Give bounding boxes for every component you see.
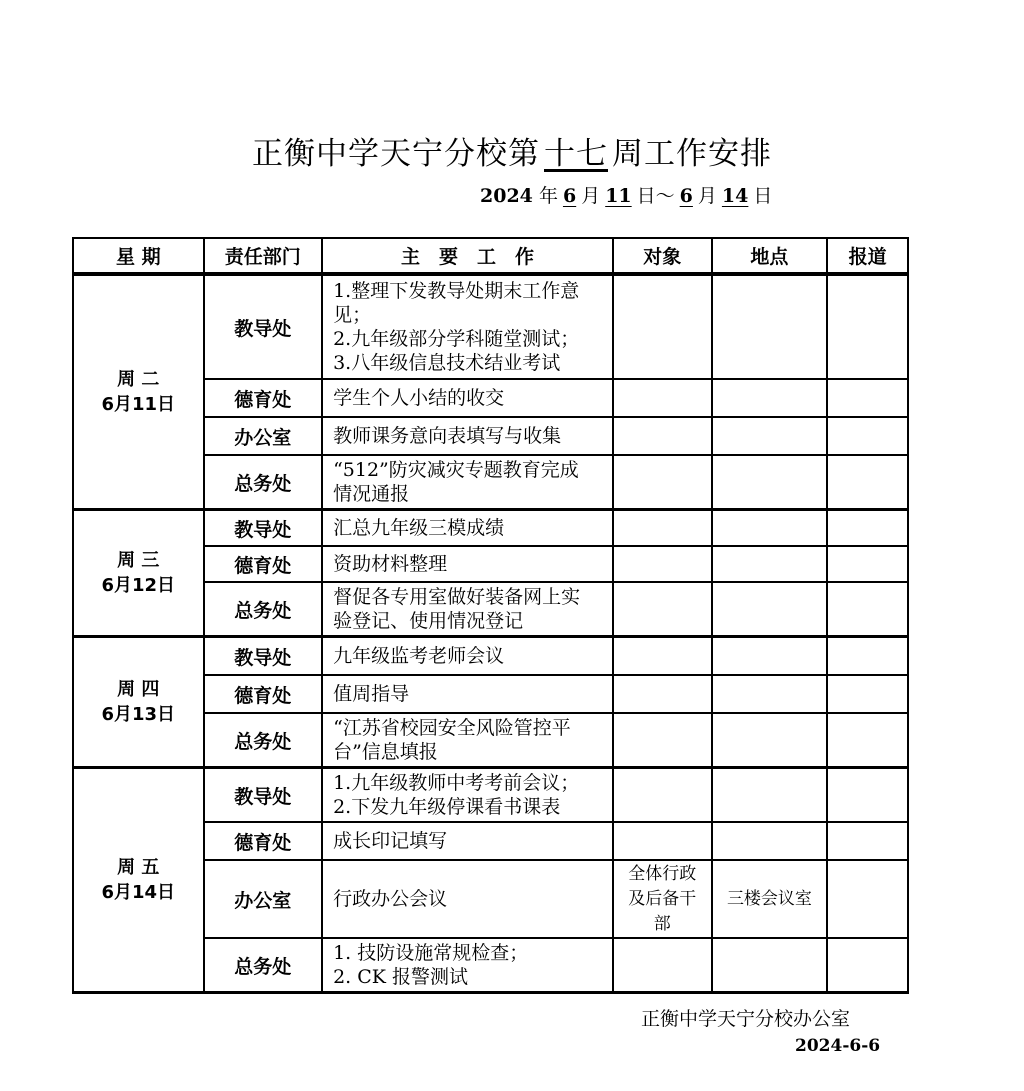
department-cell: 办公室 [205, 861, 324, 939]
task-line: 2.下发九年级停课看书课表 [333, 796, 561, 818]
task-cell [323, 769, 614, 823]
col-weekday: 星 期 [74, 239, 205, 276]
task-cell [323, 861, 614, 939]
task-line: 学生个人小结的收交 [333, 387, 505, 409]
day-unit: 日～ [636, 185, 675, 207]
task-line: “江苏省校园安全风险管控平 [333, 717, 571, 739]
report-cell [828, 939, 909, 994]
task-line: 行政办公会议 [333, 888, 448, 910]
weekday-date: 6月14日 [101, 882, 176, 903]
department-cell: 教导处 [205, 276, 324, 380]
place-cell [713, 583, 829, 638]
col-target: 对象 [614, 239, 713, 276]
target-cell [614, 714, 713, 769]
title-suffix: 周工作安排 [612, 136, 772, 172]
department-cell: 德育处 [205, 823, 324, 861]
task-line: 督促各专用室做好装备网上实 [333, 586, 581, 608]
task-line: 成长印记填写 [333, 830, 448, 852]
date-range [480, 181, 772, 208]
weekday-date: 6月11日 [101, 394, 176, 415]
week-number: 十七 [544, 136, 608, 172]
department-cell: 德育处 [205, 676, 324, 714]
task-line: 汇总九年级三模成绩 [333, 517, 505, 539]
weekday-cell [74, 638, 205, 769]
report-cell [828, 861, 909, 939]
schedule-table [72, 237, 909, 994]
weekday-cell [74, 511, 205, 638]
target-cell: 全体行政及后备干部 [614, 861, 713, 939]
table-row [74, 769, 909, 823]
task-cell [323, 583, 614, 638]
task-line: 九年级监考老师会议 [333, 645, 505, 667]
schedule-body [74, 276, 909, 994]
place-cell [713, 547, 829, 583]
target-cell [614, 456, 713, 511]
department-cell: 办公室 [205, 418, 324, 456]
place-cell [713, 638, 829, 676]
report-cell [828, 638, 909, 676]
place-cell [713, 276, 829, 380]
place-cell [713, 418, 829, 456]
title-prefix: 正衡中学天宁分校第 [252, 136, 540, 172]
department-cell: 教导处 [205, 769, 324, 823]
place-cell [713, 456, 829, 511]
task-line: “512”防灾减灾专题教育完成 [333, 459, 579, 481]
task-cell [323, 456, 614, 511]
task-cell [323, 380, 614, 418]
place-cell [713, 769, 829, 823]
report-cell [828, 769, 909, 823]
target-cell [614, 380, 713, 418]
task-line: 2.九年级部分学科随堂测试； [333, 328, 580, 350]
report-cell [828, 276, 909, 380]
task-cell [323, 823, 614, 861]
target-cell [614, 547, 713, 583]
report-cell [828, 714, 909, 769]
table-row [74, 276, 909, 380]
end-day-unit: 日 [753, 185, 773, 207]
place-cell: 三楼会议室 [713, 861, 829, 939]
year-unit: 年 [538, 185, 558, 207]
report-cell [828, 380, 909, 418]
end-month-unit: 月 [697, 185, 717, 207]
task-line: 教师课务意向表填写与收集 [333, 425, 562, 447]
report-cell [828, 676, 909, 714]
place-cell [713, 823, 829, 861]
task-line: 见； [333, 304, 372, 326]
place-cell [713, 676, 829, 714]
task-cell [323, 547, 614, 583]
task-cell [323, 676, 614, 714]
department-cell: 教导处 [205, 638, 324, 676]
target-cell [614, 511, 713, 547]
month-unit: 月 [581, 185, 601, 207]
col-department: 责任部门 [205, 239, 324, 276]
target-cell [614, 823, 713, 861]
col-report: 报道 [828, 239, 909, 276]
task-line: 资助材料整理 [333, 553, 448, 575]
col-place: 地点 [713, 239, 829, 276]
end-month: 6 [679, 185, 693, 207]
start-month: 6 [562, 185, 577, 207]
report-cell [828, 583, 909, 638]
target-cell [614, 638, 713, 676]
col-main-work: 主 要 工 作 [323, 239, 614, 276]
place-cell [713, 939, 829, 994]
report-cell [828, 511, 909, 547]
task-cell [323, 418, 614, 456]
weekday-date: 6月12日 [101, 575, 176, 596]
weekday-label: 周 三 [117, 550, 160, 571]
department-cell: 总务处 [205, 456, 324, 511]
task-cell [323, 714, 614, 769]
weekday-cell [74, 276, 205, 511]
department-cell: 德育处 [205, 547, 324, 583]
place-cell [713, 380, 829, 418]
task-cell [323, 276, 614, 380]
year: 2024 [480, 185, 533, 207]
task-line: 3.八年级信息技术结业考试 [333, 352, 561, 374]
end-day: 14 [721, 185, 749, 207]
department-cell: 总务处 [205, 583, 324, 638]
task-cell [323, 511, 614, 547]
footer-org: 正衡中学天宁分校办公室 [641, 1008, 851, 1030]
target-cell [614, 276, 713, 380]
target-cell [614, 676, 713, 714]
weekday-cell [74, 769, 205, 994]
task-line: 1. 技防设施常规检查； [333, 942, 529, 964]
weekday-label: 周 四 [117, 679, 160, 700]
report-cell [828, 456, 909, 511]
task-line: 1.九年级教师中考考前会议； [333, 772, 580, 794]
department-cell: 德育处 [205, 380, 324, 418]
report-cell [828, 823, 909, 861]
place-cell [713, 511, 829, 547]
place-cell [713, 714, 829, 769]
weekday-label: 周 二 [117, 369, 160, 390]
start-day: 11 [605, 185, 632, 207]
task-line: 2. CK 报警测试 [333, 966, 469, 988]
target-cell [614, 418, 713, 456]
weekday-label: 周 五 [117, 857, 160, 878]
table-row [74, 511, 909, 547]
task-line: 1.整理下发教导处期末工作意 [333, 280, 580, 302]
task-cell [323, 638, 614, 676]
report-cell [828, 418, 909, 456]
weekday-date: 6月13日 [101, 704, 176, 725]
target-cell [614, 769, 713, 823]
task-line: 情况通报 [333, 483, 410, 505]
department-cell: 总务处 [205, 939, 324, 994]
target-cell [614, 939, 713, 994]
page-title [0, 128, 1024, 173]
task-line: 台”信息填报 [333, 741, 438, 763]
report-cell [828, 547, 909, 583]
footer-date: 2024-6-6 [795, 1036, 881, 1056]
task-line: 值周指导 [333, 683, 410, 705]
table-row [74, 638, 909, 676]
target-cell [614, 583, 713, 638]
header-row [74, 239, 909, 276]
task-cell [323, 939, 614, 994]
task-line: 验登记、使用情况登记 [333, 610, 524, 632]
department-cell: 总务处 [205, 714, 324, 769]
department-cell: 教导处 [205, 511, 324, 547]
